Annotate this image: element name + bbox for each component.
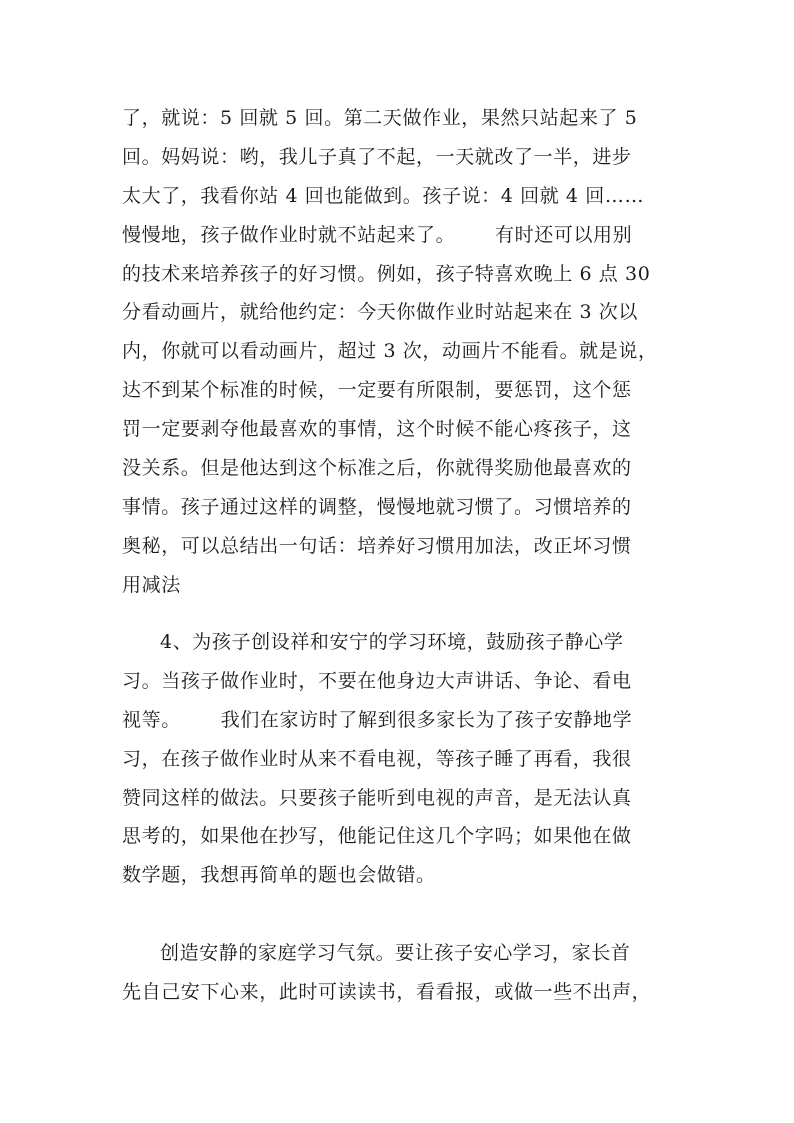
paragraph-quiet-atmosphere [122,934,674,1012]
text-line: 视等。 我们在家访时了解到很多家长为了孩子安静地学 [122,708,633,731]
text-line: 没关系。但是他达到这个标准之后，你就得奖励他最喜欢的 [122,457,632,480]
text-line: 太大了，我看你站 4 回也能做到。孩子说：4 回就 4 回…… [122,184,645,207]
text-line: 分看动画片，就给他约定：今天你做作业时站起来在 3 次以 [122,301,638,324]
text-line: 先自己安下心来，此时可读读书，看看报，或做一些不出声， [122,980,652,1003]
text-line: 4、为孩子创设祥和安宁的学习环境，鼓励孩子静心学 [160,631,624,653]
text-line: 习，在孩子做作业时从来不看电视，等孩子睡了再看，我很 [122,747,632,770]
text-line: 了，就说：5 回就 5 回。第二天做作业，果然只站起来了 5 [122,107,638,129]
text-line: 习。当孩子做作业时，不要在他身边大声讲话、争论、看电 [122,669,632,692]
text-line: 罚一定要剥夺他最喜欢的事情，这个时候不能心疼孩子，这 [122,418,632,441]
text-line: 慢慢地，孩子做作业时就不站起来了。 有时还可以用别 [122,223,633,246]
paragraph-learning-environment [122,623,674,895]
text-line: 达不到某个标准的时候，一定要有所限制，要惩罚，这个惩 [122,379,632,402]
text-line: 创造安静的家庭学习气氛。要让孩子安心学习，家长首 [160,942,631,964]
text-line: 回。妈妈说：哟，我儿子真了不起，一天就改了一半，进步 [122,145,632,168]
text-line: 内，你就可以看动画片，超过 3 次，动画片不能看。就是说， [122,340,658,363]
text-line: 数学题，我想再简单的题也会做错。 [122,864,436,887]
text-line: 用减法 [122,573,181,596]
text-line: 思考的，如果他在抄写，他能记住这几个字吗；如果他在做 [122,825,632,848]
text-line: 的技术来培养孩子的好习惯。例如，孩子特喜欢晚上 6 点 30 [122,262,651,285]
text-line: 奥秘，可以总结出一句话：培养好习惯用加法，改正坏习惯 [122,534,632,557]
text-line: 赞同这样的做法。只要孩子能听到电视的声音，是无法认真 [122,786,632,809]
text-line: 事情。孩子通过这样的调整，慢慢地就习惯了。习惯培养的 [122,495,632,518]
paragraph-habit-training [122,99,674,605]
